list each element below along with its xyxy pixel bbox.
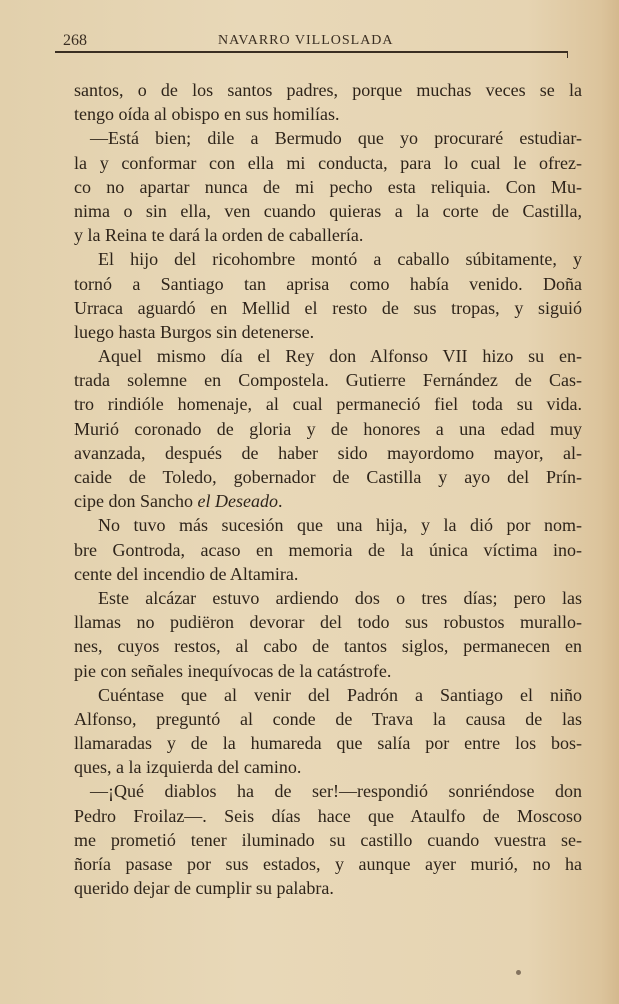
text-line <box>74 368 582 392</box>
text-line-content: la y conformar con ella mi conducta, para lo cual le ofrez- <box>74 152 582 173</box>
text-line-content: Alfonso, preguntó al conde de Trava la causa de las <box>74 708 582 729</box>
text-line-content: co no apartar nunca de mi pecho esta reliquia. Con Mu- <box>74 176 582 197</box>
text-line <box>74 441 582 465</box>
text-line-content: Este alcázar estuvo ardiendo dos o tres días; pero las <box>98 587 582 608</box>
text-line-content: —Está bien; dile a Bermudo que yo procuraré estudiar- <box>90 128 582 149</box>
text-line-content: caide de Toledo, gobernador de Castilla y ayo del Prín- <box>74 467 582 487</box>
text-line <box>74 779 582 803</box>
text-line <box>74 731 582 755</box>
text-line-content: cente del incendio de Altamira. <box>74 563 299 584</box>
text-line <box>74 417 582 441</box>
text-line-content: No tuvo más sucesión que una hija, y la dió por nom- <box>98 515 582 536</box>
text-line <box>74 320 582 344</box>
text-line <box>74 828 582 852</box>
text-line-content: nima o sin ella, ven cuando quieras a la corte de Castilla, <box>74 200 582 221</box>
page-number: 268 <box>63 32 87 49</box>
text-line-content: llamaradas y de la humareda que salía por entre los bos- <box>74 733 582 754</box>
text-line-content: Cuéntase que al venir del Padrón a Santiago el niño <box>98 684 582 705</box>
italic-phrase: el Deseado <box>197 491 278 512</box>
text-line <box>74 586 582 610</box>
text-line <box>74 126 582 150</box>
text-line <box>74 78 582 102</box>
text-line-content: Urraca aguardó en Mellid el resto de sus tropas, y siguió <box>74 297 582 318</box>
text-line-content: cipe don Sancho <box>74 491 198 512</box>
text-line <box>74 513 582 537</box>
text-line-content: me prometió tener iluminado su castillo cuando vuestra se- <box>74 829 582 850</box>
text-line-content: El hijo del ricohombre montó a caballo súbitamente, y <box>98 249 582 270</box>
text-line-content: pie con señales inequívocas de la catástrofe. <box>74 660 392 681</box>
text-line-content: llamas no pudiëron devorar del todo sus robustos murallo- <box>74 612 582 633</box>
text-line <box>74 272 582 296</box>
text-line <box>74 199 582 223</box>
text-line <box>74 223 582 247</box>
trailing-punctuation: . <box>277 491 283 512</box>
text-line <box>74 102 582 126</box>
text-line-content: Murió coronado de gloria y de honores a una edad muy <box>74 418 582 439</box>
text-line <box>74 465 582 489</box>
text-line <box>74 876 582 900</box>
ink-speck <box>516 970 521 975</box>
text-line <box>74 538 582 562</box>
text-line-content: —¡Qué diablos ha de ser!—respondió sonriéndose don <box>90 781 582 802</box>
text-line <box>74 634 582 658</box>
text-line-content: nes, cuyos restos, al cabo de tantos siglos, permanecen en <box>74 636 582 657</box>
text-line <box>74 659 582 683</box>
body-text <box>74 78 582 900</box>
text-line-content: ques, a la izquierda del camino. <box>74 757 302 778</box>
header-rule-tick <box>567 51 568 58</box>
text-line-content: tro rindióle homenaje, al cual permaneció fiel toda su vida. <box>74 394 582 415</box>
text-line <box>74 392 582 416</box>
text-line-content: santos, o de los santos padres, porque muchas veces se la <box>74 80 582 100</box>
text-line-content: querido dejar de cumplir su palabra. <box>74 878 334 899</box>
text-line-content: Aquel mismo día el Rey don Alfonso VII hizo su en- <box>98 346 582 367</box>
text-line-content: luego hasta Burgos sin detenerse. <box>74 321 315 342</box>
text-line-content: y la Reina te dará la orden de caballería. <box>74 225 364 246</box>
text-line <box>74 562 582 586</box>
text-line-content: tornó a Santiago tan aprisa como había venido. Doña <box>74 273 582 294</box>
text-line <box>74 610 582 634</box>
text-line <box>74 151 582 175</box>
text-line-content: Pedro Froilaz—. Seis días hace que Ataulfo de Moscoso <box>74 805 582 826</box>
text-line <box>74 175 582 199</box>
text-line-content: ñoría pasase por sus estados, y aunque ayer murió, no ha <box>74 854 582 874</box>
text-line <box>74 344 582 368</box>
text-line-content: trada solemne en Compostela. Gutierre Fernández de Cas- <box>74 370 582 391</box>
text-line-content: tengo oída al obispo en sus homilías. <box>74 104 340 125</box>
text-line <box>74 683 582 707</box>
text-line <box>74 852 582 876</box>
running-title: NAVARRO VILLOSLADA <box>218 33 394 48</box>
page-header <box>63 28 571 50</box>
header-rule <box>55 51 568 53</box>
text-line <box>74 804 582 828</box>
text-line-content: bre Gontroda, acaso en memoria de la única víctima ino- <box>74 539 582 560</box>
text-line-content: avanzada, después de haber sido mayordomo mayor, al- <box>74 442 582 463</box>
text-line <box>74 247 582 271</box>
text-line <box>74 755 582 779</box>
text-line <box>74 489 582 513</box>
text-line <box>74 296 582 320</box>
text-line <box>74 707 582 731</box>
